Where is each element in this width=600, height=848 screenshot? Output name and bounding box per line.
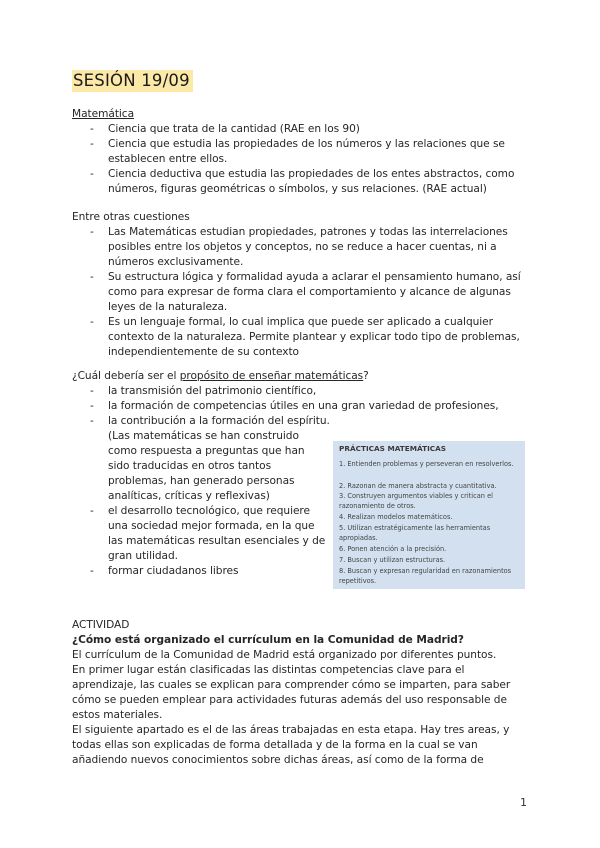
list-item: la formación de competencias útiles en una gran variedad de profesiones, xyxy=(108,400,499,412)
bullet-dash: - xyxy=(90,505,94,517)
list-item: problemas, han generado personas xyxy=(108,475,295,487)
bullet-dash: - xyxy=(90,271,94,283)
section-heading-actividad: ACTIVIDAD xyxy=(72,619,130,631)
section-heading-matematica: Matemática xyxy=(72,108,135,120)
question-suffix: ? xyxy=(363,370,369,382)
bullet-dash: - xyxy=(90,415,94,427)
figure-item: 3. Construyen argumentos viables y critican el xyxy=(339,492,493,500)
list-item: una sociedad mejor formada, en la que xyxy=(108,520,315,532)
list-item: las matemáticas resultan esenciales y de xyxy=(108,535,326,547)
list-item: analíticas, críticas y reflexivas) xyxy=(108,490,270,502)
figure-item: 1. Entienden problemas y perseveran en resolverlos. xyxy=(339,460,514,468)
page-title: SESIÓN 19/09 xyxy=(72,70,193,92)
figure-item: apropiadas. xyxy=(339,534,378,542)
figure-item: 8. Buscan y expresan regularidad en razonamientos xyxy=(339,567,512,575)
practicas-matematicas-figure xyxy=(333,441,525,589)
figure-item: razonamiento de otros. xyxy=(339,502,416,510)
page-number: 1 xyxy=(520,796,527,809)
list-item: Ciencia deductiva que estudia las propiedades de los entes abstractos, como xyxy=(108,168,515,180)
list-item: el desarrollo tecnológico, que requiere xyxy=(108,505,310,517)
question-prefix: ¿Cuál debería ser el xyxy=(72,370,180,382)
list-item: Ciencia que trata de la cantidad (RAE en los 90) xyxy=(108,123,360,135)
bullet-dash: - xyxy=(90,226,94,238)
bullet-dash: - xyxy=(90,316,94,328)
figure-item: 6. Ponen atención a la precisión. xyxy=(339,545,447,553)
bullet-dash: - xyxy=(90,400,94,412)
paragraph-line: todas ellas son explicadas de forma detallada y de la forma en la cual se van xyxy=(72,739,478,751)
list-item: gran utilidad. xyxy=(108,550,178,562)
figure-item: 2. Razonan de manera abstracta y cuantitativa. xyxy=(339,482,497,490)
paragraph-line: El siguiente apartado es el de las áreas trabajadas en esta etapa. Hay tres areas, y xyxy=(72,724,510,736)
bullet-dash: - xyxy=(90,123,94,135)
actividad-question: ¿Cómo está organizado el currículum en la Comunidad de Madrid? xyxy=(72,634,464,646)
list-item: la transmisión del patrimonio científico, xyxy=(108,385,317,397)
figure-title: PRÁCTICAS MATEMÁTICAS xyxy=(339,444,447,453)
paragraph-line: En primer lugar están clasificadas las distintas competencias clave para el xyxy=(72,664,465,676)
list-item: Es un lenguaje formal, lo cual implica que puede ser aplicado a cualquier xyxy=(108,316,493,328)
list-item: Su estructura lógica y formalidad ayuda a aclarar el pensamiento humano, así xyxy=(108,271,521,283)
list-item: contexto de la naturaleza. Permite plantear y explicar todo tipo de problemas, xyxy=(108,331,520,343)
figure-item: 5. Utilizan estratégicamente las herramientas xyxy=(339,524,491,532)
paragraph-line: El currículum de la Comunidad de Madrid está organizado por diferentes puntos. xyxy=(72,649,497,661)
list-item: independientemente de su contexto xyxy=(108,346,299,358)
list-item: la contribución a la formación del espíritu. xyxy=(108,415,330,427)
section-heading-otras: Entre otras cuestiones xyxy=(72,211,190,223)
list-item: posibles entre los objetos y conceptos, no se reduce a hacer cuentas, ni a xyxy=(108,241,497,253)
bullet-dash: - xyxy=(90,168,94,180)
paragraph-line: cómo se pueden emplear para actividades futuras además del uso responsable de xyxy=(72,694,507,706)
list-item: formar ciudadanos libres xyxy=(108,565,239,577)
list-item: leyes de la naturaleza. xyxy=(108,301,228,313)
figure-item: 4. Realizan modelos matemáticos. xyxy=(339,513,453,521)
list-item: establecen entre ellos. xyxy=(108,153,228,165)
list-item: (Las matemáticas se han construido xyxy=(108,430,299,442)
list-item: como respuesta a preguntas que han xyxy=(108,445,305,457)
list-item: Las Matemáticas estudian propiedades, patrones y todas las interrelaciones xyxy=(108,226,508,238)
list-item: sido traducidas en otros tantos xyxy=(108,460,272,472)
bullet-dash: - xyxy=(90,385,94,397)
list-item: Ciencia que estudia las propiedades de los números y las relaciones que se xyxy=(108,138,505,150)
section-question-proposito xyxy=(72,369,369,384)
paragraph-line: aprendizaje, las cuales se explican para comprender cómo se imparten, para saber xyxy=(72,679,511,691)
figure-item: repetitivos. xyxy=(339,577,377,585)
list-item: como para expresar de forma clara el comportamiento y alcance de algunas xyxy=(108,286,511,298)
question-underlined: propósito de enseñar matemáticas xyxy=(179,370,364,382)
paragraph-line: estos materiales. xyxy=(72,709,163,721)
list-item: números exclusivamente. xyxy=(108,256,244,268)
bullet-dash: - xyxy=(90,565,94,577)
list-item: números, figuras geométricas o símbolos, y sus relaciones. (RAE actual) xyxy=(108,183,487,195)
paragraph-line: añadiendo nuevos conocimientos sobre dichas áreas, así como de la forma de xyxy=(72,754,484,766)
bullet-dash: - xyxy=(90,138,94,150)
figure-item: 7. Buscan y utilizan estructuras. xyxy=(339,556,446,564)
